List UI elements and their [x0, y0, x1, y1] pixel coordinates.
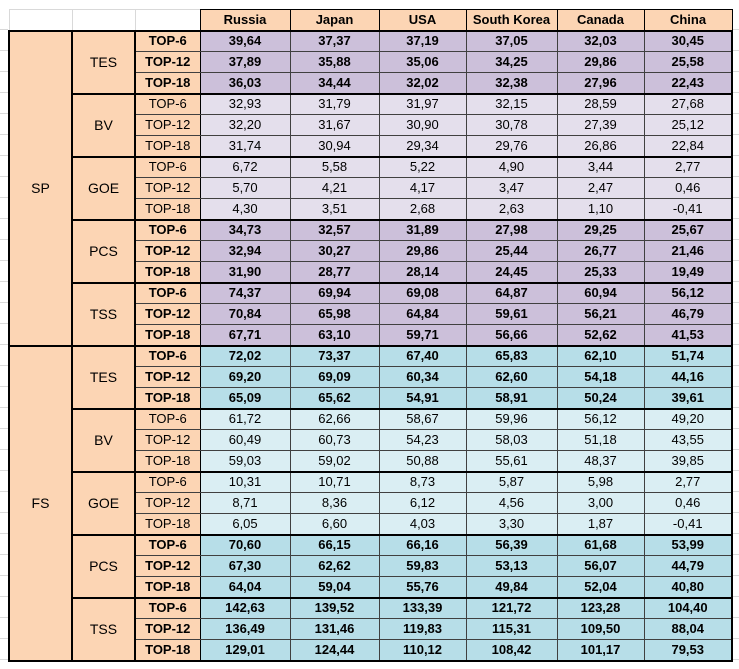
value-cell-usa[interactable]: 119,83: [379, 619, 466, 640]
value-cell-canada[interactable]: 56,21: [557, 304, 644, 325]
table-row: [9, 157, 732, 178]
value-cell-south-korea[interactable]: 62,60: [466, 367, 557, 388]
value-cell-china[interactable]: 2,77: [644, 472, 732, 493]
value-cell-russia[interactable]: 59,03: [200, 451, 290, 472]
rank-label[interactable]: TOP-18: [135, 325, 200, 346]
value-cell-china[interactable]: 43,55: [644, 430, 732, 451]
value-cell-russia[interactable]: 129,01: [200, 640, 290, 661]
rank-label[interactable]: TOP-18: [135, 451, 200, 472]
value-cell-south-korea[interactable]: 27,98: [466, 220, 557, 241]
value-cell-canada[interactable]: 60,94: [557, 283, 644, 304]
value-cell-canada[interactable]: 27,96: [557, 73, 644, 94]
value-cell-south-korea[interactable]: 5,87: [466, 472, 557, 493]
value-cell-china[interactable]: 88,04: [644, 619, 732, 640]
value-cell-south-korea[interactable]: 29,76: [466, 136, 557, 157]
value-cell-south-korea[interactable]: 24,45: [466, 262, 557, 283]
value-cell-south-korea[interactable]: 53,13: [466, 556, 557, 577]
value-cell-usa[interactable]: 67,40: [379, 346, 466, 367]
value-cell-russia[interactable]: 70,84: [200, 304, 290, 325]
value-cell-canada[interactable]: 2,47: [557, 178, 644, 199]
value-cell-south-korea[interactable]: 34,25: [466, 52, 557, 73]
value-cell-russia[interactable]: 37,89: [200, 52, 290, 73]
value-cell-japan[interactable]: 124,44: [290, 640, 379, 661]
value-cell-japan[interactable]: 63,10: [290, 325, 379, 346]
value-cell-japan[interactable]: 5,58: [290, 157, 379, 178]
value-cell-russia[interactable]: 32,94: [200, 241, 290, 262]
rank-label[interactable]: TOP-12: [135, 115, 200, 136]
value-cell-south-korea[interactable]: 49,84: [466, 577, 557, 598]
value-cell-usa[interactable]: 66,16: [379, 535, 466, 556]
rank-label[interactable]: TOP-12: [135, 178, 200, 199]
value-cell-japan[interactable]: 73,37: [290, 346, 379, 367]
value-cell-japan[interactable]: 32,57: [290, 220, 379, 241]
value-cell-china[interactable]: 44,16: [644, 367, 732, 388]
value-cell-usa[interactable]: 37,19: [379, 31, 466, 52]
value-cell-canada[interactable]: 3,44: [557, 157, 644, 178]
rank-label[interactable]: TOP-12: [135, 556, 200, 577]
value-cell-japan[interactable]: 30,27: [290, 241, 379, 262]
value-cell-canada[interactable]: 56,07: [557, 556, 644, 577]
value-cell-russia[interactable]: 36,03: [200, 73, 290, 94]
rank-label[interactable]: TOP-12: [135, 619, 200, 640]
value-cell-china[interactable]: 25,58: [644, 52, 732, 73]
blank-header-cell[interactable]: [72, 10, 135, 31]
value-cell-russia[interactable]: 5,70: [200, 178, 290, 199]
value-cell-china[interactable]: 19,49: [644, 262, 732, 283]
value-cell-china[interactable]: 0,46: [644, 493, 732, 514]
value-cell-china[interactable]: -0,41: [644, 514, 732, 535]
value-cell-south-korea[interactable]: 30,78: [466, 115, 557, 136]
value-cell-south-korea[interactable]: 108,42: [466, 640, 557, 661]
value-cell-japan[interactable]: 4,21: [290, 178, 379, 199]
value-cell-japan[interactable]: 30,94: [290, 136, 379, 157]
value-cell-south-korea[interactable]: 59,96: [466, 409, 557, 430]
value-cell-canada[interactable]: 61,68: [557, 535, 644, 556]
value-cell-japan[interactable]: 8,36: [290, 493, 379, 514]
value-cell-canada[interactable]: 27,39: [557, 115, 644, 136]
value-cell-canada[interactable]: 109,50: [557, 619, 644, 640]
value-cell-usa[interactable]: 31,97: [379, 94, 466, 115]
rank-label[interactable]: TOP-6: [135, 31, 200, 52]
value-cell-china[interactable]: 22,84: [644, 136, 732, 157]
rank-label[interactable]: TOP-18: [135, 577, 200, 598]
rank-label[interactable]: TOP-18: [135, 136, 200, 157]
value-cell-russia[interactable]: 6,05: [200, 514, 290, 535]
value-cell-usa[interactable]: 4,17: [379, 178, 466, 199]
value-cell-china[interactable]: 49,20: [644, 409, 732, 430]
table-row: [9, 409, 732, 430]
rank-label[interactable]: TOP-18: [135, 262, 200, 283]
value-cell-canada[interactable]: 26,77: [557, 241, 644, 262]
value-cell-russia[interactable]: 8,71: [200, 493, 290, 514]
value-cell-usa[interactable]: 59,71: [379, 325, 466, 346]
value-cell-usa[interactable]: 54,91: [379, 388, 466, 409]
column-header-south-korea[interactable]: South Korea: [466, 10, 557, 31]
rank-label[interactable]: TOP-6: [135, 283, 200, 304]
section-label-fs[interactable]: FS: [9, 346, 72, 661]
value-cell-russia[interactable]: 65,09: [200, 388, 290, 409]
value-cell-japan[interactable]: 3,51: [290, 199, 379, 220]
category-label-tss[interactable]: TSS: [72, 283, 135, 346]
value-cell-japan[interactable]: 6,60: [290, 514, 379, 535]
value-cell-canada[interactable]: 25,33: [557, 262, 644, 283]
column-header-russia[interactable]: Russia: [200, 10, 290, 31]
value-cell-russia[interactable]: 39,64: [200, 31, 290, 52]
value-cell-china[interactable]: 41,53: [644, 325, 732, 346]
value-cell-japan[interactable]: 69,09: [290, 367, 379, 388]
value-cell-japan[interactable]: 139,52: [290, 598, 379, 619]
value-cell-russia[interactable]: 4,30: [200, 199, 290, 220]
value-cell-china[interactable]: 104,40: [644, 598, 732, 619]
column-header-japan[interactable]: Japan: [290, 10, 379, 31]
value-cell-japan[interactable]: 62,66: [290, 409, 379, 430]
value-cell-usa[interactable]: 60,34: [379, 367, 466, 388]
value-cell-usa[interactable]: 6,12: [379, 493, 466, 514]
value-cell-japan[interactable]: 60,73: [290, 430, 379, 451]
rank-label[interactable]: TOP-6: [135, 220, 200, 241]
value-cell-russia[interactable]: 60,49: [200, 430, 290, 451]
value-cell-south-korea[interactable]: 55,61: [466, 451, 557, 472]
category-label-goe[interactable]: GOE: [72, 157, 135, 220]
value-cell-south-korea[interactable]: 58,03: [466, 430, 557, 451]
value-cell-china[interactable]: 0,46: [644, 178, 732, 199]
results-table: [8, 9, 733, 662]
value-cell-china[interactable]: 39,61: [644, 388, 732, 409]
value-cell-south-korea[interactable]: 3,30: [466, 514, 557, 535]
value-cell-usa[interactable]: 4,03: [379, 514, 466, 535]
column-header-china[interactable]: China: [644, 10, 732, 31]
value-cell-russia[interactable]: 67,71: [200, 325, 290, 346]
category-label-pcs[interactable]: PCS: [72, 220, 135, 283]
value-cell-usa[interactable]: 8,73: [379, 472, 466, 493]
value-cell-usa[interactable]: 69,08: [379, 283, 466, 304]
value-cell-south-korea[interactable]: 59,61: [466, 304, 557, 325]
value-cell-south-korea[interactable]: 32,15: [466, 94, 557, 115]
value-cell-canada[interactable]: 50,24: [557, 388, 644, 409]
value-cell-japan[interactable]: 35,88: [290, 52, 379, 73]
value-cell-usa[interactable]: 30,90: [379, 115, 466, 136]
value-cell-china[interactable]: 56,12: [644, 283, 732, 304]
value-cell-south-korea[interactable]: 58,91: [466, 388, 557, 409]
value-cell-canada[interactable]: 3,00: [557, 493, 644, 514]
rank-label[interactable]: TOP-18: [135, 514, 200, 535]
table-row: [9, 31, 732, 52]
value-cell-japan[interactable]: 131,46: [290, 619, 379, 640]
value-cell-south-korea[interactable]: 121,72: [466, 598, 557, 619]
value-cell-usa[interactable]: 32,02: [379, 73, 466, 94]
value-cell-canada[interactable]: 54,18: [557, 367, 644, 388]
value-cell-canada[interactable]: 123,28: [557, 598, 644, 619]
rank-label[interactable]: TOP-18: [135, 73, 200, 94]
value-cell-usa[interactable]: 5,22: [379, 157, 466, 178]
category-label-bv[interactable]: BV: [72, 94, 135, 157]
value-cell-usa[interactable]: 133,39: [379, 598, 466, 619]
value-cell-japan[interactable]: 69,94: [290, 283, 379, 304]
value-cell-canada[interactable]: 5,98: [557, 472, 644, 493]
value-cell-japan[interactable]: 10,71: [290, 472, 379, 493]
rank-label[interactable]: TOP-6: [135, 157, 200, 178]
value-cell-china[interactable]: 25,12: [644, 115, 732, 136]
value-cell-china[interactable]: 30,45: [644, 31, 732, 52]
table-row: [9, 472, 732, 493]
table-header: [9, 10, 732, 31]
blank-header-cell[interactable]: [9, 10, 72, 31]
value-cell-japan[interactable]: 66,15: [290, 535, 379, 556]
value-cell-russia[interactable]: 69,20: [200, 367, 290, 388]
value-cell-usa[interactable]: 64,84: [379, 304, 466, 325]
value-cell-usa[interactable]: 55,76: [379, 577, 466, 598]
header-row: [9, 10, 732, 31]
value-cell-canada[interactable]: 32,03: [557, 31, 644, 52]
value-cell-china[interactable]: 22,43: [644, 73, 732, 94]
value-cell-china[interactable]: 39,85: [644, 451, 732, 472]
value-cell-usa[interactable]: 28,14: [379, 262, 466, 283]
value-cell-russia[interactable]: 31,90: [200, 262, 290, 283]
value-cell-south-korea[interactable]: 56,66: [466, 325, 557, 346]
value-cell-south-korea[interactable]: 37,05: [466, 31, 557, 52]
rank-label[interactable]: TOP-12: [135, 493, 200, 514]
value-cell-canada[interactable]: 1,10: [557, 199, 644, 220]
rank-label[interactable]: TOP-6: [135, 535, 200, 556]
section-label-sp[interactable]: SP: [9, 31, 72, 346]
value-cell-canada[interactable]: 26,86: [557, 136, 644, 157]
category-label-pcs[interactable]: PCS: [72, 535, 135, 598]
value-cell-russia[interactable]: 32,20: [200, 115, 290, 136]
value-cell-canada[interactable]: 48,37: [557, 451, 644, 472]
table-row: [9, 220, 732, 241]
value-cell-south-korea[interactable]: 25,44: [466, 241, 557, 262]
value-cell-usa[interactable]: 50,88: [379, 451, 466, 472]
table-row: [9, 283, 732, 304]
value-cell-usa[interactable]: 31,89: [379, 220, 466, 241]
value-cell-south-korea[interactable]: 65,83: [466, 346, 557, 367]
value-cell-canada[interactable]: 51,18: [557, 430, 644, 451]
table-row: [9, 94, 732, 115]
value-cell-canada[interactable]: 62,10: [557, 346, 644, 367]
value-cell-china[interactable]: 40,80: [644, 577, 732, 598]
value-cell-china[interactable]: -0,41: [644, 199, 732, 220]
category-label-tes[interactable]: TES: [72, 346, 135, 409]
value-cell-china[interactable]: 51,74: [644, 346, 732, 367]
value-cell-china[interactable]: 44,79: [644, 556, 732, 577]
rank-label[interactable]: TOP-18: [135, 199, 200, 220]
table-row: [9, 346, 732, 367]
value-cell-usa[interactable]: 35,06: [379, 52, 466, 73]
value-cell-usa[interactable]: 29,34: [379, 136, 466, 157]
rank-label[interactable]: TOP-6: [135, 472, 200, 493]
value-cell-china[interactable]: 46,79: [644, 304, 732, 325]
rank-label[interactable]: TOP-18: [135, 640, 200, 661]
rank-label[interactable]: TOP-12: [135, 430, 200, 451]
value-cell-china[interactable]: 79,53: [644, 640, 732, 661]
value-cell-usa[interactable]: 110,12: [379, 640, 466, 661]
value-cell-china[interactable]: 25,67: [644, 220, 732, 241]
value-cell-russia[interactable]: 142,63: [200, 598, 290, 619]
value-cell-japan[interactable]: 28,77: [290, 262, 379, 283]
table-body: [9, 31, 732, 661]
value-cell-usa[interactable]: 59,83: [379, 556, 466, 577]
value-cell-japan[interactable]: 65,98: [290, 304, 379, 325]
value-cell-russia[interactable]: 64,04: [200, 577, 290, 598]
category-label-tss[interactable]: TSS: [72, 598, 135, 661]
value-cell-russia[interactable]: 70,60: [200, 535, 290, 556]
value-cell-russia[interactable]: 72,02: [200, 346, 290, 367]
value-cell-china[interactable]: 53,99: [644, 535, 732, 556]
column-header-usa[interactable]: USA: [379, 10, 466, 31]
value-cell-russia[interactable]: 136,49: [200, 619, 290, 640]
value-cell-russia[interactable]: 32,93: [200, 94, 290, 115]
value-cell-canada[interactable]: 52,62: [557, 325, 644, 346]
rank-label[interactable]: TOP-6: [135, 409, 200, 430]
value-cell-south-korea[interactable]: 56,39: [466, 535, 557, 556]
value-cell-japan[interactable]: 65,62: [290, 388, 379, 409]
value-cell-japan[interactable]: 59,04: [290, 577, 379, 598]
value-cell-usa[interactable]: 29,86: [379, 241, 466, 262]
value-cell-japan[interactable]: 62,62: [290, 556, 379, 577]
value-cell-canada[interactable]: 101,17: [557, 640, 644, 661]
value-cell-canada[interactable]: 56,12: [557, 409, 644, 430]
value-cell-china[interactable]: 27,68: [644, 94, 732, 115]
rank-label[interactable]: TOP-12: [135, 241, 200, 262]
rank-label[interactable]: TOP-6: [135, 94, 200, 115]
value-cell-russia[interactable]: 6,72: [200, 157, 290, 178]
value-cell-russia[interactable]: 31,74: [200, 136, 290, 157]
category-label-tes[interactable]: TES: [72, 31, 135, 94]
column-header-canada[interactable]: Canada: [557, 10, 644, 31]
value-cell-south-korea[interactable]: 2,63: [466, 199, 557, 220]
rank-label[interactable]: TOP-18: [135, 388, 200, 409]
value-cell-russia[interactable]: 34,73: [200, 220, 290, 241]
category-label-goe[interactable]: GOE: [72, 472, 135, 535]
value-cell-china[interactable]: 2,77: [644, 157, 732, 178]
value-cell-usa[interactable]: 2,68: [379, 199, 466, 220]
table-row: [9, 598, 732, 619]
value-cell-usa[interactable]: 58,67: [379, 409, 466, 430]
value-cell-japan[interactable]: 59,02: [290, 451, 379, 472]
rank-label[interactable]: TOP-12: [135, 367, 200, 388]
value-cell-canada[interactable]: 28,59: [557, 94, 644, 115]
value-cell-canada[interactable]: 52,04: [557, 577, 644, 598]
value-cell-south-korea[interactable]: 64,87: [466, 283, 557, 304]
value-cell-japan[interactable]: 31,67: [290, 115, 379, 136]
value-cell-south-korea[interactable]: 32,38: [466, 73, 557, 94]
value-cell-usa[interactable]: 54,23: [379, 430, 466, 451]
value-cell-south-korea[interactable]: 3,47: [466, 178, 557, 199]
value-cell-russia[interactable]: 10,31: [200, 472, 290, 493]
value-cell-canada[interactable]: 1,87: [557, 514, 644, 535]
category-label-bv[interactable]: BV: [72, 409, 135, 472]
value-cell-japan[interactable]: 31,79: [290, 94, 379, 115]
rank-label[interactable]: TOP-12: [135, 52, 200, 73]
value-cell-japan[interactable]: 34,44: [290, 73, 379, 94]
value-cell-russia[interactable]: 61,72: [200, 409, 290, 430]
value-cell-russia[interactable]: 74,37: [200, 283, 290, 304]
blank-header-cell[interactable]: [135, 10, 200, 31]
value-cell-japan[interactable]: 37,37: [290, 31, 379, 52]
value-cell-south-korea[interactable]: 4,90: [466, 157, 557, 178]
table-row: [9, 535, 732, 556]
value-cell-canada[interactable]: 29,86: [557, 52, 644, 73]
value-cell-south-korea[interactable]: 115,31: [466, 619, 557, 640]
rank-label[interactable]: TOP-6: [135, 598, 200, 619]
rank-label[interactable]: TOP-12: [135, 304, 200, 325]
value-cell-canada[interactable]: 29,25: [557, 220, 644, 241]
rank-label[interactable]: TOP-6: [135, 346, 200, 367]
value-cell-russia[interactable]: 67,30: [200, 556, 290, 577]
value-cell-south-korea[interactable]: 4,56: [466, 493, 557, 514]
value-cell-china[interactable]: 21,46: [644, 241, 732, 262]
